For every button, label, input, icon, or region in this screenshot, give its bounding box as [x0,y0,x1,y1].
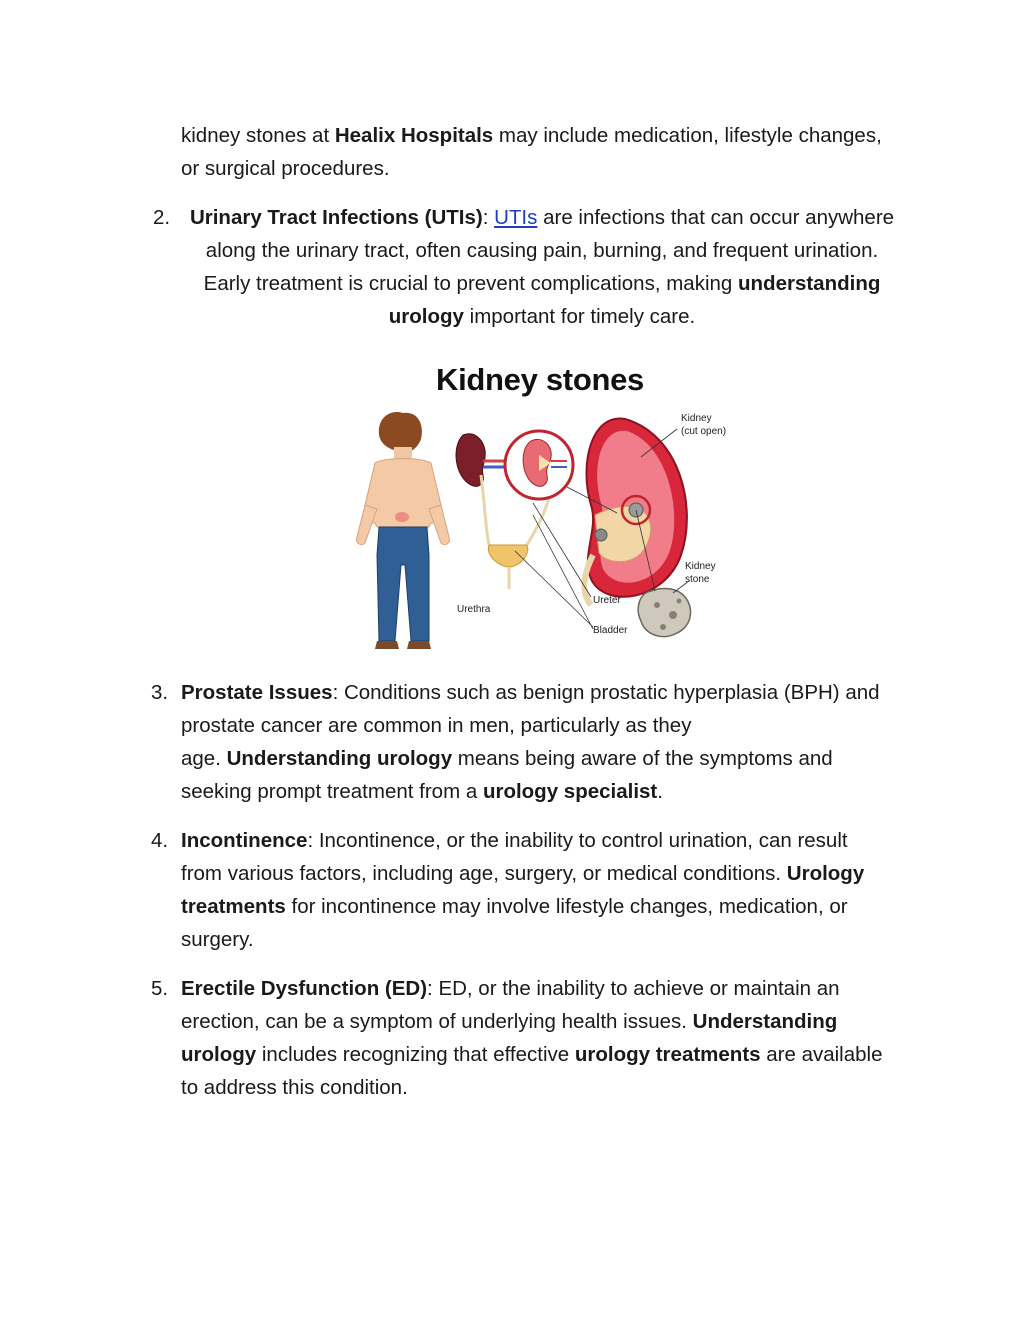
item-title: Erectile Dysfunction (ED) [181,977,428,1000]
list-item-erectile-dysfunction [181,972,911,1104]
item-text: for incontinence may involve lifestyle changes, medication, or [285,895,848,918]
item-title: Prostate Issues [181,681,333,704]
zoom-circle [505,431,573,499]
item-text: erection, can be a symptom of underlying health issues. [181,1010,693,1033]
item-text: from various factors, including age, surgery, or medical conditions. [181,862,787,885]
label-kidney-stone: Kidney [685,561,716,572]
item-text: to address this condition. [181,1076,408,1099]
bold-term: understanding [738,272,881,295]
list-item-utis [181,201,903,333]
item-text: : Incontinence, or the inability to control urination, can result [307,829,848,852]
kidney-stone-magnified [638,589,690,637]
item-text: are infections that can occur anywhere [537,206,895,229]
label-urethra: Urethra [457,604,491,615]
list-item-prostate [181,676,911,808]
bold-term: urology [388,305,464,328]
bold-term: Understanding [692,1010,838,1033]
label-bladder: Bladder [593,625,628,636]
list-number: 3. [151,681,169,704]
bold-term: Understanding urology [226,747,453,770]
intro-text: kidney stones at [181,124,335,147]
large-kidney-cut-open [584,419,686,605]
item-text: Early treatment is crucial to prevent complications, making [203,272,738,295]
item-text: prostate cancer are common in men, particularly as they [181,714,692,737]
bold-term: urology treatments [574,1043,761,1066]
label-ureter: Ureter [593,595,621,606]
item-text: seeking prompt treatment from a [181,780,483,803]
utis-link[interactable]: UTIs [494,206,538,229]
figure-title: Kidney stones [436,362,644,397]
item-text: important for timely care. [463,305,696,328]
intro-paragraph [181,119,882,185]
kidney-stones-illustration [355,405,730,660]
label-kidney-cut-open: (cut open) [681,426,727,437]
item-text: : ED, or the inability to achieve or maintain an [427,977,840,1000]
item-text: : Conditions such as benign prostatic hyperplasia (BPH) and [332,681,880,704]
bold-term: treatments [181,895,286,918]
item-text: along the urinary tract, often causing pain, burning, and frequent urination. [205,239,879,262]
item-title: Urinary Tract Infections (UTIs) [189,206,483,229]
bold-term: urology [181,1043,257,1066]
item-text: includes recognizing that effective [256,1043,575,1066]
label-kidney-stone-2: stone [685,574,710,585]
item-title: Incontinence [181,829,308,852]
item-text: means being aware of the symptoms and [452,747,833,770]
label-kidney: Kidney [681,413,712,424]
item-text: are available [760,1043,883,1066]
intro-text: may include medication, lifestyle changes, [493,124,882,147]
list-item-incontinence [181,824,911,956]
bold-term: urology specialist [482,780,658,803]
item-text: age. [181,747,227,770]
intro-text: or surgical procedures. [181,157,390,180]
list-number: 5. [151,977,169,1000]
bold-term: Urology [786,862,865,885]
separator: : [482,206,495,229]
list-number: 2. [153,206,171,229]
person-back-view [357,412,450,649]
item-text: surgery. [181,928,254,951]
item-text: . [657,780,663,803]
list-number: 4. [151,829,169,852]
healix-hospitals-bold: Healix Hospitals [334,124,494,147]
